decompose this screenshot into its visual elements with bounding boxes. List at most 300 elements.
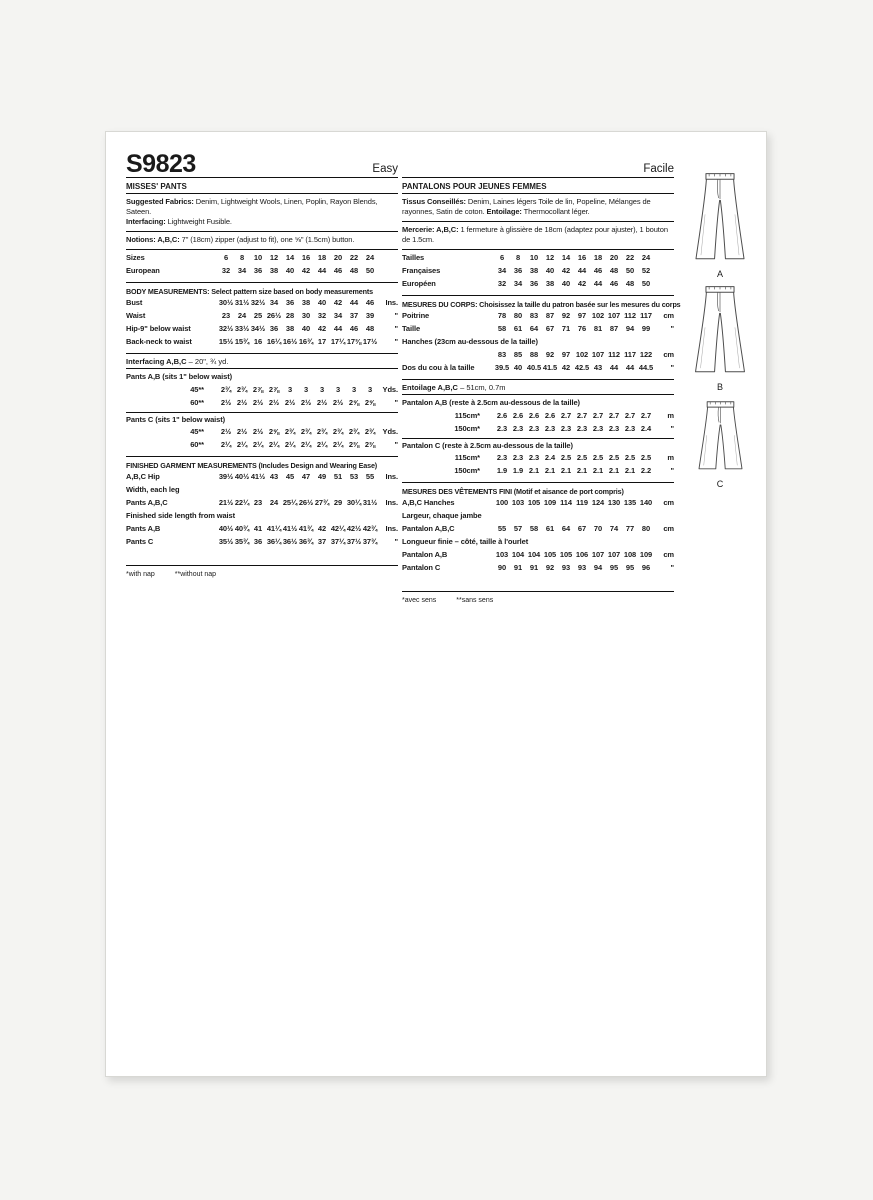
row-label: Pantalon A,B	[402, 550, 448, 559]
cell-value: 2¾	[332, 427, 344, 436]
cell-value: 2⅝	[268, 427, 280, 436]
cell-value: 67	[545, 324, 555, 333]
cell-value: 81	[593, 324, 603, 333]
cell-value: 2.3	[496, 424, 508, 433]
cell-value: 95	[625, 563, 635, 572]
cell-value: 130	[607, 498, 621, 507]
cell-value: 2½	[300, 398, 312, 407]
cell-value: 44	[577, 266, 587, 275]
cell-value: 2.6	[512, 411, 524, 420]
cell-value: 2¼	[284, 440, 296, 449]
unit-cell: "	[670, 466, 674, 475]
cell-value: 2¼	[236, 440, 248, 449]
yardage-table-en	[126, 369, 398, 457]
cell-value: 2¼	[268, 440, 280, 449]
cell-value: 53	[349, 472, 359, 481]
english-header	[126, 148, 398, 178]
cell-value: 97	[561, 350, 571, 359]
cell-value: 2.6	[528, 411, 540, 420]
view-a-label: A	[716, 269, 723, 279]
unit-cell: "	[394, 324, 398, 333]
cell-value: 2½	[268, 398, 280, 407]
cell-value: 2⅝	[348, 398, 360, 407]
cell-value: 2¾	[300, 427, 312, 436]
cell-value: 57	[513, 524, 523, 533]
cell-value: 15½	[218, 337, 234, 346]
cell-value: 2.5	[560, 453, 572, 462]
view-a-illustration	[678, 170, 762, 279]
cell-value: 61	[545, 524, 555, 533]
notions-label-en: Notions: A,B,C:	[126, 235, 180, 244]
cell-value: 2.7	[624, 411, 636, 420]
cell-value: 2.7	[592, 411, 604, 420]
cell-value: 2.3	[496, 453, 508, 462]
sizes-table-en	[126, 250, 398, 283]
cell-value: 10	[529, 253, 539, 262]
cell-value: 24	[365, 253, 375, 262]
cell-value: 25	[253, 311, 263, 320]
cell-value: 16	[253, 337, 263, 346]
cell-value: 51	[333, 472, 343, 481]
cell-value: 38	[269, 266, 279, 275]
cell-value: 37	[317, 537, 327, 546]
interfacing-requirement-label-en: Interfacing A,B,C	[126, 357, 187, 366]
fabrics-text-en: Denim, Lightweight Wools, Linen, Poplin, Rayon Blends, Sateen.	[126, 197, 378, 216]
cell-value: 36¾	[298, 537, 314, 546]
interfacing-requirement-fr	[402, 380, 674, 395]
cell-value: 48	[349, 266, 359, 275]
cell-value: 2.3	[528, 424, 540, 433]
cell-value: 46	[609, 279, 619, 288]
cell-value: 2.3	[608, 424, 620, 433]
cell-value: 112	[608, 350, 620, 359]
cell-value: 40	[545, 266, 555, 275]
cell-value: 40	[301, 324, 311, 333]
row-label: Pants A,B (sits 1" below waist)	[126, 372, 233, 381]
cell-value: 15¾	[234, 337, 250, 346]
cell-value: 41½	[282, 524, 298, 533]
table-row	[402, 363, 674, 376]
cell-value: 2.6	[544, 411, 556, 420]
cell-value: 27¾	[314, 498, 330, 507]
table-row	[402, 253, 674, 266]
cell-value: 24	[641, 253, 651, 262]
cell-value: 47	[301, 472, 311, 481]
cell-value: 102	[591, 311, 605, 320]
difficulty-label-en: Easy	[372, 163, 398, 175]
cell-value: 58	[529, 524, 539, 533]
cell-value: 67	[577, 524, 587, 533]
cell-value: 36	[513, 266, 523, 275]
cell-value: 3	[303, 385, 309, 394]
cell-value: 23	[221, 311, 231, 320]
cell-value: 40	[561, 279, 571, 288]
row-label: Bust	[126, 298, 143, 307]
cell-value: 97	[577, 311, 587, 320]
unit-cell: m	[667, 453, 674, 462]
cell-value: 16½	[282, 337, 298, 346]
cell-value: 3	[287, 385, 293, 394]
cell-value: 26½	[266, 311, 282, 320]
cell-value: 31½	[234, 298, 250, 307]
row-label: Françaises	[402, 266, 441, 275]
cell-value: 3	[351, 385, 357, 394]
french-column	[402, 148, 681, 604]
body-measurements-rows-en	[126, 298, 398, 350]
cell-value: 35½	[218, 537, 234, 546]
unit-cell: "	[670, 424, 674, 433]
table-row	[402, 511, 674, 524]
cell-value: 36	[269, 324, 279, 333]
cell-value: 45	[285, 472, 295, 481]
cell-value: 18	[317, 253, 327, 262]
notions-paragraph-en	[126, 232, 398, 250]
cell-value: 64	[561, 524, 571, 533]
row-label: Back-neck to waist	[126, 337, 192, 346]
cell-value: 44	[625, 363, 635, 372]
cell-value: 40	[285, 266, 295, 275]
cell-value: 106	[575, 550, 589, 559]
cell-value: 26½	[298, 498, 314, 507]
body-measurements-rows-fr	[402, 311, 674, 376]
cell-value: 2.4	[544, 453, 556, 462]
cell-value: 50	[365, 266, 375, 275]
cell-value: 23	[253, 498, 263, 507]
interfacing-requirement-en	[126, 354, 398, 369]
cell-value: 46	[593, 266, 603, 275]
cell-value: 36½	[282, 537, 298, 546]
unit-cell: "	[670, 563, 674, 572]
unit-cell: "	[670, 324, 674, 333]
unit-cell: "	[394, 311, 398, 320]
cell-value: 32	[221, 266, 231, 275]
row-label: Pantalon C (reste à 2.5cm au-dessous de la taille)	[402, 441, 573, 450]
cell-value: 109	[639, 550, 653, 559]
table-row	[126, 266, 398, 279]
cell-value: 2.3	[624, 424, 636, 433]
cell-value: 2.5	[640, 453, 652, 462]
cell-value: 3	[335, 385, 341, 394]
table-row	[126, 311, 398, 324]
cell-value: 92	[561, 311, 571, 320]
cell-value: 36¼	[266, 537, 282, 546]
cell-value: 107	[607, 550, 621, 559]
unit-cell: "	[394, 440, 398, 449]
cell-value: 2.4	[640, 424, 652, 433]
table-row	[126, 298, 398, 311]
unit-cell: Ins.	[385, 298, 398, 307]
cell-value: 107	[591, 550, 605, 559]
cell-value: 16¼	[266, 337, 282, 346]
cell-value: 2.1	[528, 466, 540, 475]
row-label: Taille	[402, 324, 421, 333]
cell-value: 2.7	[608, 411, 620, 420]
view-b-label: B	[716, 382, 723, 392]
notions-text-fr: 1 fermeture à glissière de 18cm (adaptez pour ajuster), 1 bouton de 1.5cm.	[402, 225, 668, 244]
row-label: Finished side length from waist	[126, 511, 235, 520]
cell-value: 35¾	[234, 537, 250, 546]
row-label: Largeur, chaque jambe	[402, 511, 482, 520]
entoilage-text-fr: Thermocollant léger.	[523, 207, 590, 216]
yardage-table-fr	[402, 395, 674, 483]
french-title: PANTALONS POUR JEUNES FEMMES	[402, 178, 674, 194]
cell-value: 2.3	[528, 453, 540, 462]
table-row	[402, 266, 674, 279]
cell-value: 92	[545, 350, 555, 359]
cell-value: 40.5	[526, 363, 542, 372]
cell-value: 94	[625, 324, 635, 333]
table-row	[402, 498, 674, 511]
cell-value: 30¼	[346, 498, 362, 507]
table-row	[402, 524, 674, 537]
table-row	[126, 498, 398, 511]
cell-value: 38	[529, 266, 539, 275]
interfacing-requirement-text-en: – 20", ¾ yd.	[186, 357, 229, 366]
cell-value: 37	[349, 311, 359, 320]
cell-value: 2.6	[496, 411, 508, 420]
unit-cell: cm	[663, 350, 674, 359]
cell-value: 2.7	[560, 411, 572, 420]
cell-value: 37½	[346, 537, 362, 546]
cell-value: 104	[511, 550, 525, 559]
cell-value: 2.1	[560, 466, 572, 475]
cell-value: 17	[317, 337, 327, 346]
cell-value: 119	[576, 498, 588, 507]
cell-value: 3	[319, 385, 325, 394]
cell-value: 16	[577, 253, 587, 262]
row-label: 115cm*	[454, 453, 480, 462]
cell-value: 74	[609, 524, 619, 533]
cell-value: 6	[223, 253, 229, 262]
cell-value: 37¾	[362, 537, 378, 546]
row-label: Poitrine	[402, 311, 430, 320]
cell-value: 43	[269, 472, 279, 481]
cell-value: 41¼	[266, 524, 282, 533]
view-c-illustration	[678, 398, 762, 489]
row-label: A,B,C Hip	[126, 472, 160, 481]
table-row	[402, 563, 674, 576]
table-row	[402, 324, 674, 337]
cell-value: 55	[365, 472, 375, 481]
cell-value: 24	[269, 498, 279, 507]
cell-value: 17¼	[330, 337, 346, 346]
fabrics-paragraph-en	[126, 194, 398, 232]
notions-paragraph-fr	[402, 222, 674, 250]
cell-value: 20	[609, 253, 619, 262]
cell-value: 46	[365, 298, 375, 307]
cell-value: 2.5	[624, 453, 636, 462]
pants-a-line-drawing-icon	[691, 170, 749, 266]
cell-value: 61	[513, 324, 523, 333]
cell-value: 40½	[234, 472, 250, 481]
cell-value: 112	[624, 311, 636, 320]
row-label: Pantalon A,B (reste à 2.5cm au-dessous de la taille)	[402, 398, 580, 407]
table-row	[126, 324, 398, 337]
cell-value: 38	[285, 324, 295, 333]
unit-cell: Yds.	[382, 427, 398, 436]
english-title: MISSES' PANTS	[126, 178, 398, 194]
cell-value: 34	[497, 266, 507, 275]
table-row	[402, 550, 674, 563]
cell-value: 42.5	[574, 363, 590, 372]
cell-value: 2.2	[640, 466, 652, 475]
cell-value: 17½	[362, 337, 378, 346]
unit-cell: Yds.	[382, 385, 398, 394]
cell-value: 48	[625, 279, 635, 288]
notions-label-fr: Mercerie: A,B,C:	[402, 225, 459, 234]
notions-text-en: 7" (18cm) zipper (adjust to fit), one ⅝" (1.5cm) button.	[181, 235, 355, 244]
unit-cell: m	[667, 411, 674, 420]
table-row	[126, 511, 398, 524]
fabrics-text-fr: Denim, Laines légers Toile de lin, Popeline, Mélanges de rayonnes, Satin de coton.	[402, 197, 651, 216]
row-label: Hip-9" below waist	[126, 324, 191, 333]
row-label: Waist	[126, 311, 146, 320]
cell-value: 95	[609, 563, 619, 572]
footnote-en	[126, 565, 398, 578]
cell-value: 44	[609, 363, 619, 372]
cell-value: 44	[349, 298, 359, 307]
cell-value: 2.5	[576, 453, 588, 462]
view-c-label: C	[716, 479, 724, 489]
cell-value: 49	[317, 472, 327, 481]
cell-value: 122	[639, 350, 653, 359]
cell-value: 2.7	[640, 411, 652, 420]
row-label: Pantalon A,B,C	[402, 524, 455, 533]
cell-value: 30½	[218, 298, 234, 307]
unit-cell: cm	[663, 498, 674, 507]
cell-value: 2.3	[512, 424, 524, 433]
cell-value: 32	[497, 279, 507, 288]
cell-value: 39	[365, 311, 375, 320]
footnote-avec-sens: *avec sens	[402, 597, 437, 604]
interfacing-text-en: Lightweight Fusible.	[167, 217, 232, 226]
cell-value: 90	[497, 563, 507, 572]
table-row	[126, 485, 398, 498]
body-measurements-table-fr	[402, 296, 681, 380]
cell-value: 21½	[218, 498, 234, 507]
cell-value: 16¾	[298, 337, 314, 346]
cell-value: 91	[513, 563, 523, 572]
cell-value: 41½	[250, 472, 266, 481]
cell-value: 2¼	[300, 440, 312, 449]
row-label: 60**	[190, 440, 204, 449]
cell-value: 107	[607, 311, 621, 320]
cell-value: 83	[497, 350, 507, 359]
cell-value: 2¼	[332, 440, 344, 449]
cell-value: 100	[495, 498, 509, 507]
cell-value: 40	[317, 298, 327, 307]
cell-value: 36	[253, 537, 263, 546]
cell-value: 52	[641, 266, 651, 275]
cell-value: 1.9	[512, 466, 524, 475]
cell-value: 85	[513, 350, 523, 359]
cell-value: 2½	[252, 398, 264, 407]
cell-value: 2⅞	[268, 385, 280, 394]
cell-value: 2⅜	[364, 440, 376, 449]
table-row	[126, 537, 398, 550]
cell-value: 40¾	[234, 524, 250, 533]
table-row	[402, 311, 674, 324]
cell-value: 103	[495, 550, 509, 559]
unit-cell: cm	[663, 524, 674, 533]
cell-value: 14	[285, 253, 295, 262]
footnote-fr	[402, 591, 674, 604]
cell-value: 64	[529, 324, 539, 333]
cell-value: 41.5	[542, 363, 558, 372]
table-row	[402, 424, 674, 437]
cell-value: 2⅜	[348, 440, 360, 449]
cell-value: 107	[591, 350, 605, 359]
cell-value: 44	[593, 279, 603, 288]
cell-value: 94	[593, 563, 603, 572]
cell-value: 104	[527, 550, 541, 559]
cell-value: 2¼	[252, 440, 264, 449]
table-row	[402, 411, 674, 424]
cell-value: 10	[253, 253, 263, 262]
cell-value: 29	[333, 498, 343, 507]
unit-cell: "	[670, 363, 674, 372]
cell-value: 50	[641, 279, 651, 288]
cell-value: 50	[625, 266, 635, 275]
cell-value: 2⅝	[364, 398, 376, 407]
cell-value: 2¾	[364, 427, 376, 436]
row-label: 45**	[190, 385, 204, 394]
cell-value: 14	[561, 253, 571, 262]
cell-value: 40	[513, 363, 523, 372]
cell-value: 42	[577, 279, 587, 288]
cell-value: 2½	[316, 398, 328, 407]
cell-value: 70	[593, 524, 603, 533]
fabrics-label-fr: Tissus Conseillés:	[402, 197, 466, 206]
cell-value: 48	[609, 266, 619, 275]
cell-value: 2.5	[592, 453, 604, 462]
cell-value: 2.1	[608, 466, 620, 475]
row-label: Width, each leg	[126, 485, 180, 494]
cell-value: 34	[513, 279, 523, 288]
cell-value: 40½	[218, 524, 234, 533]
cell-value: 2.3	[576, 424, 588, 433]
cell-value: 2¾	[348, 427, 360, 436]
row-label: 150cm*	[454, 424, 480, 433]
entoilage-label-fr: Entoilage:	[486, 207, 522, 216]
cell-value: 42	[561, 363, 571, 372]
difficulty-label-fr: Facile	[643, 163, 674, 175]
cell-value: 20	[333, 253, 343, 262]
unit-cell: cm	[663, 550, 674, 559]
cell-value: 44.5	[638, 363, 654, 372]
row-label: Pants C (sits 1" below waist)	[126, 415, 226, 424]
cell-value: 80	[513, 311, 523, 320]
cell-value: 92	[545, 563, 555, 572]
cell-value: 71	[561, 324, 571, 333]
cell-value: 12	[269, 253, 279, 262]
cell-value: 8	[239, 253, 245, 262]
cell-value: 32½	[250, 298, 266, 307]
interfacing-label-en: Interfacing:	[126, 217, 166, 226]
finished-measurements-heading-en: FINISHED GARMENT MEASUREMENTS (Includes Design and Wearing Ease)	[126, 461, 378, 470]
cell-value: 124	[591, 498, 605, 507]
cell-value: 2¼	[220, 440, 232, 449]
cell-value: 32	[317, 311, 327, 320]
table-row	[126, 398, 398, 411]
cell-value: 140	[639, 498, 653, 507]
unit-cell: "	[394, 537, 398, 546]
cell-value: 6	[499, 253, 505, 262]
cell-value: 2¾	[316, 427, 328, 436]
table-row	[126, 440, 398, 453]
body-measurements-table-en	[126, 283, 398, 354]
row-label: Pants A,B,C	[126, 498, 168, 507]
